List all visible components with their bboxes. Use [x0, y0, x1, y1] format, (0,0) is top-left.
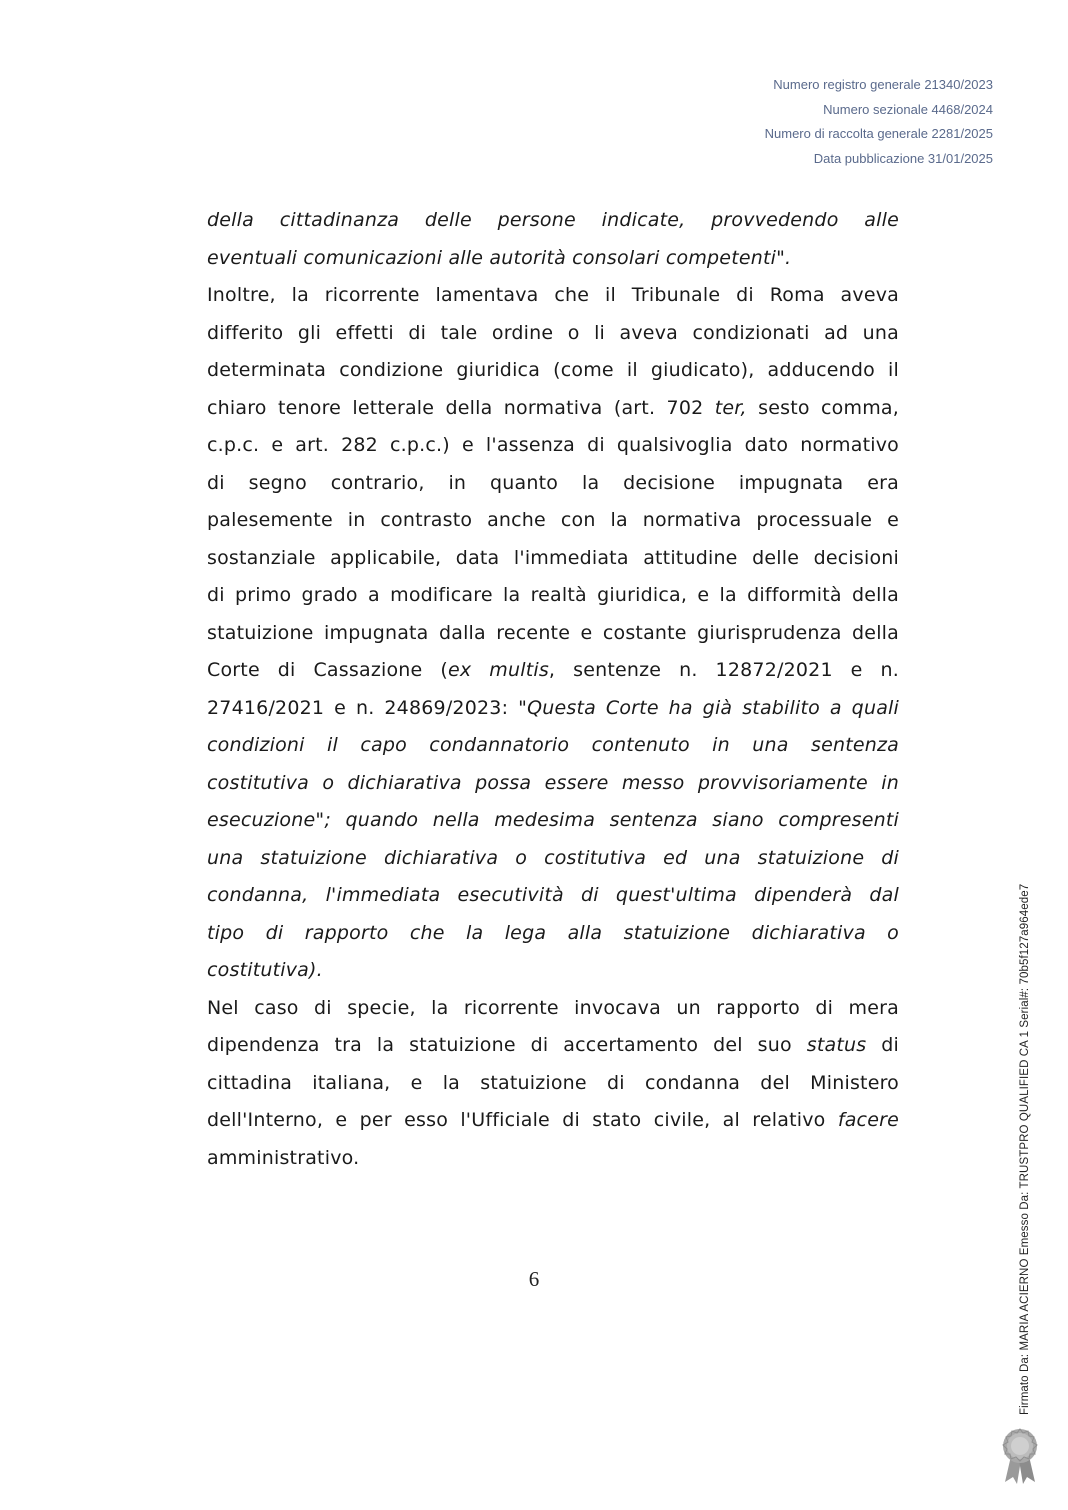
text-line: statuizione impugnata dalla recente e costante giurisprudenza della: [207, 621, 899, 644]
text-span: , sentenze n. 12872/2021 e n.: [548, 659, 899, 681]
italic-span: status: [806, 1034, 867, 1056]
italic-span: facere: [837, 1109, 899, 1131]
document-registry-header: [765, 73, 993, 171]
italic-span: "Questa Corte ha già stabilito a quali: [518, 696, 899, 719]
page-number: 6: [528, 1267, 540, 1291]
text-line: condizioni il capo condannatorio contenuto in una sentenza: [207, 734, 899, 756]
raccolta-generale: Numero di raccolta generale 2281/2025: [764, 126, 993, 141]
italic-span: ex multis: [447, 659, 549, 681]
text-line: determinata condizione giuridica (come il giudicato), adducendo il: [207, 359, 899, 381]
text-line: cittadina italiana, e la statuizione di condanna del Ministero: [207, 1071, 899, 1094]
text-line: costitutiva).: [207, 959, 323, 981]
text-line: Nel caso di specie, la ricorrente invocava un rapporto di mera: [207, 996, 899, 1019]
text-span: dell'Interno, e per esso l'Ufficiale di stato civile, al relativo: [207, 1109, 838, 1131]
text-line: c.p.c. e art. 282 c.p.c.) e l'assenza di qualsivoglia dato normativo: [207, 434, 899, 456]
text-span: dipendenza tra la statuizione di accertamento del suo: [207, 1034, 807, 1056]
text-span: Corte di Cassazione (: [207, 659, 448, 681]
text-line: di segno contrario, in quanto la decisione impugnata era: [207, 471, 899, 494]
text-line: della cittadinanza delle persone indicate, provvedendo alle: [207, 209, 899, 231]
text-span: di: [866, 1034, 899, 1056]
text-line: palesemente in contrasto anche con la normativa processuale e: [207, 509, 899, 531]
text-line: amministrativo.: [207, 1146, 360, 1169]
numero-sezionale: Numero sezionale 4468/2024: [823, 101, 993, 117]
seal-ribbon-icon: [996, 1426, 1044, 1486]
document-body: [207, 202, 899, 1177]
text-line: costitutiva o dichiarativa possa essere messo provvisoriamente in: [207, 771, 899, 794]
data-pubblicazione: Data pubblicazione 31/01/2025: [813, 150, 993, 166]
text-span: 27416/2021 e n. 24869/2023:: [207, 696, 519, 719]
text-line: Inoltre, la ricorrente lamentava che il Tribunale di Roma aveva: [207, 284, 899, 306]
text-line: [207, 690, 899, 728]
text-line: [207, 652, 899, 690]
text-line: condanna, l'immediata esecutività di quest'ultima dipenderà dal: [207, 884, 899, 906]
text-span: chiaro tenore letterale della normativa (art. 702: [207, 396, 715, 419]
italic-span: ter,: [714, 396, 747, 419]
text-line: esecuzione"; quando nella medesima sentenza siano compresenti: [207, 809, 899, 831]
text-line: sostanziale applicabile, data l'immediata attitudine delle decisioni: [207, 546, 899, 569]
text-line: una statuizione dichiarativa o costitutiva ed una statuizione di: [207, 846, 899, 869]
text-line: tipo di rapporto che la lega alla statuizione dichiarativa o: [207, 921, 899, 944]
text-line: [207, 390, 899, 428]
text-line: [207, 1102, 899, 1140]
text-line: [207, 1027, 899, 1065]
text-line: differito gli effetti di tale ordine o li aveva condizionati ad una: [207, 321, 899, 344]
text-line: di primo grado a modificare la realtà giuridica, e la difformità della: [207, 584, 899, 606]
text-line: eventuali comunicazioni alle autorità consolari competenti".: [207, 246, 792, 269]
digital-signature-note: Firmato Da: MARIA ACIERNO Emesso Da: TRUSTPRO QUALIFIED CA 1 Serial#: 70b5f127a964ede7: [1019, 883, 1031, 1415]
registro-generale: Numero registro generale 21340/2023: [773, 77, 993, 92]
text-span: sesto comma,: [746, 396, 900, 419]
